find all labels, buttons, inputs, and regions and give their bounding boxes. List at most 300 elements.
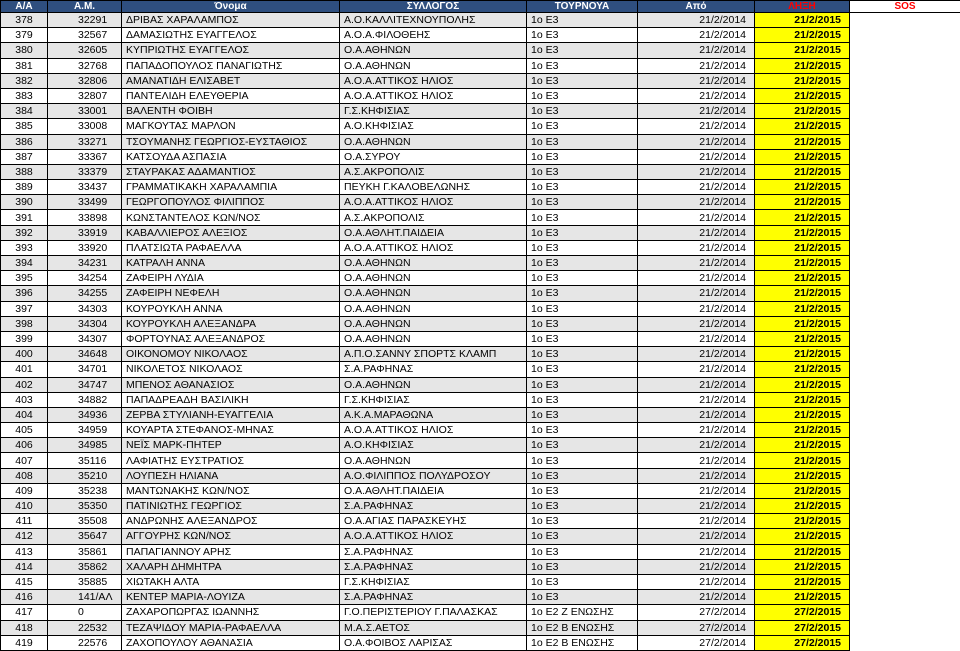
member-id: 33001 (48, 104, 122, 119)
member-id: 35885 (48, 574, 122, 589)
table-row (1, 104, 960, 119)
member-id: 34254 (48, 271, 122, 286)
club-name: Α.Ο.ΦΙΛΙΠΠΟΣ ΠΟΛΥΔΡΟΣΟΥ (340, 468, 527, 483)
club-name: Σ.Α.ΡΑΦΗΝΑΣ (340, 590, 527, 605)
table-row (1, 180, 960, 195)
member-id: 35210 (48, 468, 122, 483)
club-name: Ο.Α.ΑΘΗΝΩΝ (340, 58, 527, 73)
table-row (1, 286, 960, 301)
from-date: 21/2/2014 (638, 407, 755, 422)
header-aa: Α/Α (1, 1, 48, 13)
tournament-cell: 1o E3 (527, 119, 638, 134)
table-row (1, 119, 960, 134)
tournament-cell: 1o E3 (527, 483, 638, 498)
member-id: 35861 (48, 544, 122, 559)
from-date: 21/2/2014 (638, 529, 755, 544)
from-date: 21/2/2014 (638, 256, 755, 271)
club-name: Ο.Α.ΦΟΙΒΟΣ ΛΑΡΙΣΑΣ (340, 635, 527, 650)
member-id: 32567 (48, 28, 122, 43)
expiry-date: 21/2/2015 (755, 392, 850, 407)
sos-cell (850, 362, 960, 377)
from-date: 21/2/2014 (638, 104, 755, 119)
member-id: 34307 (48, 331, 122, 346)
table-row (1, 43, 960, 58)
row-number: 416 (1, 590, 48, 605)
member-id: 34255 (48, 286, 122, 301)
sos-cell (850, 635, 960, 650)
table-row (1, 605, 960, 620)
header-am: Α.Μ. (48, 1, 122, 13)
tournament-cell: 1o E3 (527, 88, 638, 103)
row-number: 382 (1, 73, 48, 88)
tournament-cell: 1o E3 (527, 256, 638, 271)
expiry-date: 21/2/2015 (755, 195, 850, 210)
member-id: 32605 (48, 43, 122, 58)
tournament-cell: 1o E3 (527, 544, 638, 559)
sos-cell (850, 119, 960, 134)
club-name: Α.Ο.Α.ΑΤΤΙΚΟΣ ΗΛΙΟΣ (340, 88, 527, 103)
sos-cell (850, 514, 960, 529)
tournament-cell: 1o E3 (527, 453, 638, 468)
club-name: Ο.Α.ΑΘΗΝΩΝ (340, 43, 527, 58)
expiry-date: 21/2/2015 (755, 574, 850, 589)
row-number: 380 (1, 43, 48, 58)
row-number: 390 (1, 195, 48, 210)
member-id: 34231 (48, 256, 122, 271)
expiry-date: 21/2/2015 (755, 407, 850, 422)
table-row (1, 529, 960, 544)
sos-cell (850, 483, 960, 498)
from-date: 21/2/2014 (638, 225, 755, 240)
member-id: 35350 (48, 499, 122, 514)
expiry-date: 21/2/2015 (755, 28, 850, 43)
expiry-date: 21/2/2015 (755, 483, 850, 498)
club-name: Σ.Α.ΡΑΦΗΝΑΣ (340, 544, 527, 559)
club-name: Ο.Α.ΑΘΗΝΩΝ (340, 271, 527, 286)
player-name: ΔΡΙΒΑΣ ΧΑΡΑΛΑΜΠΟΣ (122, 13, 340, 28)
expiry-date: 21/2/2015 (755, 256, 850, 271)
table-row (1, 195, 960, 210)
from-date: 21/2/2014 (638, 347, 755, 362)
row-number: 389 (1, 180, 48, 195)
from-date: 21/2/2014 (638, 499, 755, 514)
member-id: 35647 (48, 529, 122, 544)
club-name: Γ.Ο.ΠΕΡΙΣΤΕΡΙΟΥ Γ.ΠΑΛΑΣΚΑΣ (340, 605, 527, 620)
tournament-cell: 1o E3 (527, 438, 638, 453)
player-name: ΜΑΓΚΟΥΤΑΣ ΜΑΡΛΟΝ (122, 119, 340, 134)
row-number: 381 (1, 58, 48, 73)
tournament-cell: 1o E3 (527, 331, 638, 346)
sos-cell (850, 559, 960, 574)
club-name: Ο.Α.ΑΘΗΝΩΝ (340, 331, 527, 346)
from-date: 21/2/2014 (638, 423, 755, 438)
sos-cell (850, 331, 960, 346)
player-name: ΓΕΩΡΓΟΠΟΥΛΟΣ ΦΙΛΙΠΠΟΣ (122, 195, 340, 210)
row-number: 399 (1, 331, 48, 346)
row-number: 378 (1, 13, 48, 28)
sos-cell (850, 43, 960, 58)
header-expiry: ΛΗΞΗ (755, 1, 850, 13)
sos-cell (850, 271, 960, 286)
member-id: 32807 (48, 88, 122, 103)
table-row (1, 635, 960, 650)
tournament-cell: 1o E3 (527, 514, 638, 529)
from-date: 21/2/2014 (638, 134, 755, 149)
row-number: 401 (1, 362, 48, 377)
row-number: 398 (1, 316, 48, 331)
expiry-date: 21/2/2015 (755, 149, 850, 164)
row-number: 407 (1, 453, 48, 468)
tournament-cell: 1o E3 (527, 195, 638, 210)
table-row (1, 347, 960, 362)
player-name: ΠΑΠΑΔΡΕΑΔΗ ΒΑΣΙΛΙΚΗ (122, 392, 340, 407)
tournament-cell: 1o E2 Z ΕΝΩΣΗΣ (527, 605, 638, 620)
member-id: 33919 (48, 225, 122, 240)
club-name: Α.Ο.Α.ΑΤΤΙΚΟΣ ΗΛΙΟΣ (340, 423, 527, 438)
tournament-cell: 1o E3 (527, 301, 638, 316)
sos-cell (850, 316, 960, 331)
member-id: 22532 (48, 620, 122, 635)
sos-cell (850, 286, 960, 301)
sos-cell (850, 301, 960, 316)
tournament-cell: 1o E3 (527, 559, 638, 574)
sos-cell (850, 195, 960, 210)
from-date: 21/2/2014 (638, 362, 755, 377)
from-date: 21/2/2014 (638, 574, 755, 589)
row-number: 403 (1, 392, 48, 407)
expiry-date: 21/2/2015 (755, 13, 850, 28)
from-date: 21/2/2014 (638, 13, 755, 28)
expiry-date: 21/2/2015 (755, 423, 850, 438)
member-id: 34701 (48, 362, 122, 377)
expiry-date: 21/2/2015 (755, 104, 850, 119)
tournament-cell: 1o E3 (527, 240, 638, 255)
club-name: Σ.Α.ΡΑΦΗΝΑΣ (340, 559, 527, 574)
sos-cell (850, 347, 960, 362)
club-name: Γ.Σ.ΚΗΦΙΣΙΑΣ (340, 392, 527, 407)
expiry-date: 21/2/2015 (755, 119, 850, 134)
sos-cell (850, 256, 960, 271)
member-id: 32768 (48, 58, 122, 73)
tournament-cell: 1o E3 (527, 529, 638, 544)
member-id: 35238 (48, 483, 122, 498)
player-name: ΛΑΦΙΑΤΗΣ ΕΥΣΤΡΑΤΙΟΣ (122, 453, 340, 468)
tournament-cell: 1o E3 (527, 180, 638, 195)
sos-cell (850, 605, 960, 620)
tournament-cell: 1o E3 (527, 149, 638, 164)
table-row (1, 590, 960, 605)
player-name: ΜΠΕΝΟΣ ΑΘΑΝΑΣΙΟΣ (122, 377, 340, 392)
row-number: 392 (1, 225, 48, 240)
row-number: 415 (1, 574, 48, 589)
table-row (1, 271, 960, 286)
from-date: 21/2/2014 (638, 210, 755, 225)
tournament-cell: 1o E3 (527, 468, 638, 483)
row-number: 419 (1, 635, 48, 650)
expiry-date: 21/2/2015 (755, 301, 850, 316)
expiry-date: 21/2/2015 (755, 499, 850, 514)
club-name: Ο.Α.ΑΘΗΝΩΝ (340, 301, 527, 316)
sos-cell (850, 499, 960, 514)
sos-cell (850, 149, 960, 164)
from-date: 21/2/2014 (638, 195, 755, 210)
player-name: ΓΡΑΜΜΑΤΙΚΑΚΗ ΧΑΡΑΛΑΜΠΙΑ (122, 180, 340, 195)
from-date: 21/2/2014 (638, 180, 755, 195)
table-row (1, 620, 960, 635)
tournament-cell: 1o E3 (527, 347, 638, 362)
club-name: Α.Κ.Α.ΜΑΡΑΘΩΝΑ (340, 407, 527, 422)
club-name: Α.Ο.Α.ΑΤΤΙΚΟΣ ΗΛΙΟΣ (340, 195, 527, 210)
player-name: ΝΕΪΣ ΜΑΡΚ-ΠΗΤΕΡ (122, 438, 340, 453)
from-date: 21/2/2014 (638, 392, 755, 407)
member-id: 32806 (48, 73, 122, 88)
expiry-date: 21/2/2015 (755, 331, 850, 346)
row-number: 384 (1, 104, 48, 119)
row-number: 409 (1, 483, 48, 498)
from-date: 27/2/2014 (638, 635, 755, 650)
tournament-cell: 1o E2 B ΕΝΩΣΗΣ (527, 620, 638, 635)
expiry-date: 21/2/2015 (755, 377, 850, 392)
sos-cell (850, 210, 960, 225)
expiry-date: 27/2/2015 (755, 635, 850, 650)
table-row (1, 58, 960, 73)
from-date: 21/2/2014 (638, 164, 755, 179)
sos-cell (850, 407, 960, 422)
from-date: 21/2/2014 (638, 544, 755, 559)
table-row (1, 453, 960, 468)
table-row (1, 73, 960, 88)
player-name: ΠΑΠΑΔΟΠΟΥΛΟΣ ΠΑΝΑΓΙΩΤΗΣ (122, 58, 340, 73)
expiry-date: 21/2/2015 (755, 73, 850, 88)
sos-cell (850, 590, 960, 605)
table-row (1, 225, 960, 240)
expiry-date: 21/2/2015 (755, 362, 850, 377)
table-body (1, 13, 960, 651)
player-name: ΚΟΥΡΟΥΚΛΗ ΑΝΝΑ (122, 301, 340, 316)
member-id: 34303 (48, 301, 122, 316)
tournament-cell: 1o E3 (527, 499, 638, 514)
member-id: 34304 (48, 316, 122, 331)
expiry-date: 21/2/2015 (755, 347, 850, 362)
club-name: Α.Ο.ΚΗΦΙΣΙΑΣ (340, 438, 527, 453)
player-name: ΖΑΦΕΙΡΗ ΛΥΔΙΑ (122, 271, 340, 286)
header-club: ΣΥΛΛΟΓΟΣ (340, 1, 527, 13)
club-name: Σ.Α.ΡΑΦΗΝΑΣ (340, 362, 527, 377)
club-name: Α.Ο.Α.ΑΤΤΙΚΟΣ ΗΛΙΟΣ (340, 73, 527, 88)
sos-cell (850, 28, 960, 43)
row-number: 385 (1, 119, 48, 134)
player-name: ΑΝΔΡΩΝΗΣ ΑΛΕΞΑΝΔΡΟΣ (122, 514, 340, 529)
row-number: 406 (1, 438, 48, 453)
club-name: Α.Σ.ΑΚΡΟΠΟΛΙΣ (340, 210, 527, 225)
table-row (1, 316, 960, 331)
tournament-cell: 1o E3 (527, 13, 638, 28)
expiry-date: 21/2/2015 (755, 286, 850, 301)
row-number: 386 (1, 134, 48, 149)
member-id: 34648 (48, 347, 122, 362)
sos-cell (850, 620, 960, 635)
row-number: 414 (1, 559, 48, 574)
row-number: 388 (1, 164, 48, 179)
club-name: Α.Ο.ΚΑΛΛΙΤΕΧΝΟΥΠΟΛΗΣ (340, 13, 527, 28)
sos-cell (850, 438, 960, 453)
table-row (1, 392, 960, 407)
member-id: 33008 (48, 119, 122, 134)
club-name: Ο.Α.ΑΓΙΑΣ ΠΑΡΑΣΚΕΥΗΣ (340, 514, 527, 529)
sos-cell (850, 544, 960, 559)
player-name: ΣΤΑΥΡΑΚΑΣ ΑΔΑΜΑΝΤΙΟΣ (122, 164, 340, 179)
club-name: Ο.Α.ΑΘΗΝΩΝ (340, 134, 527, 149)
from-date: 27/2/2014 (638, 605, 755, 620)
player-name: ΧΑΛΑΡΗ ΔΗΜΗΤΡΑ (122, 559, 340, 574)
member-id: 33898 (48, 210, 122, 225)
tournament-cell: 1o E3 (527, 134, 638, 149)
row-number: 411 (1, 514, 48, 529)
club-name: Ο.Α.ΑΘΗΝΩΝ (340, 286, 527, 301)
header-name: Όνομα (122, 1, 340, 13)
player-name: ΑΜΑΝΑΤΙΔΗ ΕΛΙΣΑΒΕΤ (122, 73, 340, 88)
expiry-date: 21/2/2015 (755, 88, 850, 103)
member-id: 0 (48, 605, 122, 620)
club-name: Ο.Α.ΑΘΗΝΩΝ (340, 453, 527, 468)
row-number: 393 (1, 240, 48, 255)
from-date: 21/2/2014 (638, 514, 755, 529)
row-number: 405 (1, 423, 48, 438)
club-name: Α.Σ.ΑΚΡΟΠΟΛΙΣ (340, 164, 527, 179)
sos-cell (850, 423, 960, 438)
row-number: 387 (1, 149, 48, 164)
table-row (1, 301, 960, 316)
row-number: 410 (1, 499, 48, 514)
from-date: 21/2/2014 (638, 149, 755, 164)
sos-cell (850, 392, 960, 407)
member-id: 35862 (48, 559, 122, 574)
sos-cell (850, 58, 960, 73)
member-id: 33920 (48, 240, 122, 255)
player-name: ΖΑΧΟΠΟΥΛΟΥ ΑΘΑΝΑΣΙΑ (122, 635, 340, 650)
row-number: 396 (1, 286, 48, 301)
from-date: 21/2/2014 (638, 301, 755, 316)
from-date: 21/2/2014 (638, 590, 755, 605)
club-name: Γ.Σ.ΚΗΦΙΣΙΑΣ (340, 574, 527, 589)
player-name: ΚΑΤΡΑΛΗ ΑΝΝΑ (122, 256, 340, 271)
expiry-date: 21/2/2015 (755, 514, 850, 529)
expiry-date: 21/2/2015 (755, 240, 850, 255)
row-number: 391 (1, 210, 48, 225)
table-row (1, 149, 960, 164)
player-name: ΚΟΥΡΟΥΚΛΗ ΑΛΕΞΑΝΔΡΑ (122, 316, 340, 331)
header-row (1, 1, 960, 13)
member-id: 33379 (48, 164, 122, 179)
table-row (1, 164, 960, 179)
club-name: Α.Ο.ΚΗΦΙΣΙΑΣ (340, 119, 527, 134)
from-date: 21/2/2014 (638, 377, 755, 392)
table-row (1, 544, 960, 559)
player-name: ΚΥΠΡΙΩΤΗΣ ΕΥΑΓΓΕΛΟΣ (122, 43, 340, 58)
member-id: 33367 (48, 149, 122, 164)
table-row (1, 28, 960, 43)
sos-cell (850, 468, 960, 483)
member-id: 34882 (48, 392, 122, 407)
header-sos: SOS (850, 1, 960, 13)
sos-cell (850, 225, 960, 240)
row-number: 402 (1, 377, 48, 392)
expiry-date: 21/2/2015 (755, 316, 850, 331)
expiry-date: 21/2/2015 (755, 559, 850, 574)
table-row (1, 134, 960, 149)
from-date: 27/2/2014 (638, 620, 755, 635)
member-id: 32291 (48, 13, 122, 28)
sos-cell (850, 73, 960, 88)
tournament-cell: 1o E3 (527, 574, 638, 589)
club-name: Γ.Σ.ΚΗΦΙΣΙΑΣ (340, 104, 527, 119)
sos-cell (850, 13, 960, 28)
tournament-cell: 1o E3 (527, 43, 638, 58)
expiry-date: 27/2/2015 (755, 620, 850, 635)
tournament-cell: 1o E3 (527, 377, 638, 392)
row-number: 413 (1, 544, 48, 559)
table-row (1, 331, 960, 346)
club-name: Ο.Α.ΑΘΗΝΩΝ (340, 256, 527, 271)
club-name: Ο.Α.ΑΘΛΗΤ.ΠΑΙΔΕΙΑ (340, 483, 527, 498)
club-name: Α.Ο.Α.ΦΙΛΟΘΕΗΣ (340, 28, 527, 43)
player-name: ΖΕΡΒΑ ΣΤΥΛΙΑΝΗ-ΕΥΑΓΓΕΛΙΑ (122, 407, 340, 422)
member-id: 33437 (48, 180, 122, 195)
sos-cell (850, 453, 960, 468)
tournament-cell: 1o E3 (527, 164, 638, 179)
sos-cell (850, 164, 960, 179)
tournament-cell: 1o E3 (527, 28, 638, 43)
player-name: ΤΣΟΥΜΑΝΗΣ ΓΕΩΡΓΙΟΣ-ΕΥΣΤΑΘΙΟΣ (122, 134, 340, 149)
tournament-cell: 1o E3 (527, 407, 638, 422)
table-row (1, 407, 960, 422)
row-number: 418 (1, 620, 48, 635)
expiry-date: 21/2/2015 (755, 529, 850, 544)
row-number: 379 (1, 28, 48, 43)
player-name: ΑΓΓΟΥΡΗΣ ΚΩΝ/ΝΟΣ (122, 529, 340, 544)
from-date: 21/2/2014 (638, 88, 755, 103)
sos-cell (850, 134, 960, 149)
player-name: ΧΙΩΤΑΚΗ ΑΛΤΑ (122, 574, 340, 589)
table-row (1, 559, 960, 574)
player-name: ΖΑΧΑΡΟΠΩΡΓΑΣ ΙΩΑΝΝΗΣ (122, 605, 340, 620)
row-number: 408 (1, 468, 48, 483)
from-date: 21/2/2014 (638, 468, 755, 483)
player-name: ΤΕΖΑΨΙΔΟΥ ΜΑΡΙΑ-ΡΑΦΑΕΛΛΑ (122, 620, 340, 635)
member-id: 34959 (48, 423, 122, 438)
table-row (1, 468, 960, 483)
player-name: ΒΑΛΕΝΤΗ ΦΟΙΒΗ (122, 104, 340, 119)
club-name: Α.Π.Ο.ΣΑΝΝΥ ΣΠΟΡΤΣ ΚΛΑΜΠ (340, 347, 527, 362)
row-number: 395 (1, 271, 48, 286)
player-name: ΚΑΤΣΟΥΔΑ ΑΣΠΑΣΙΑ (122, 149, 340, 164)
player-name: ΠΑΠΑΓΙΑΝΝΟΥ ΑΡΗΣ (122, 544, 340, 559)
player-name: ΠΑΤΙΝΙΩΤΗΣ ΓΕΩΡΓΙΟΣ (122, 499, 340, 514)
player-name: ΚΟΥΑΡΤΑ ΣΤΕΦΑΝΟΣ-ΜΗΝΑΣ (122, 423, 340, 438)
row-number: 397 (1, 301, 48, 316)
table-row (1, 88, 960, 103)
tournament-cell: 1o E3 (527, 392, 638, 407)
expiry-date: 21/2/2015 (755, 164, 850, 179)
from-date: 21/2/2014 (638, 483, 755, 498)
player-name: ΠΛΑΤΣΙΩΤΑ ΡΑΦΑΕΛΛΑ (122, 240, 340, 255)
table-row (1, 423, 960, 438)
table-row (1, 514, 960, 529)
from-date: 21/2/2014 (638, 271, 755, 286)
player-name: ΚΑΒΑΛΛΙΕΡΟΣ ΑΛΕΞΙΟΣ (122, 225, 340, 240)
from-date: 21/2/2014 (638, 559, 755, 574)
tournament-cell: 1o E3 (527, 286, 638, 301)
